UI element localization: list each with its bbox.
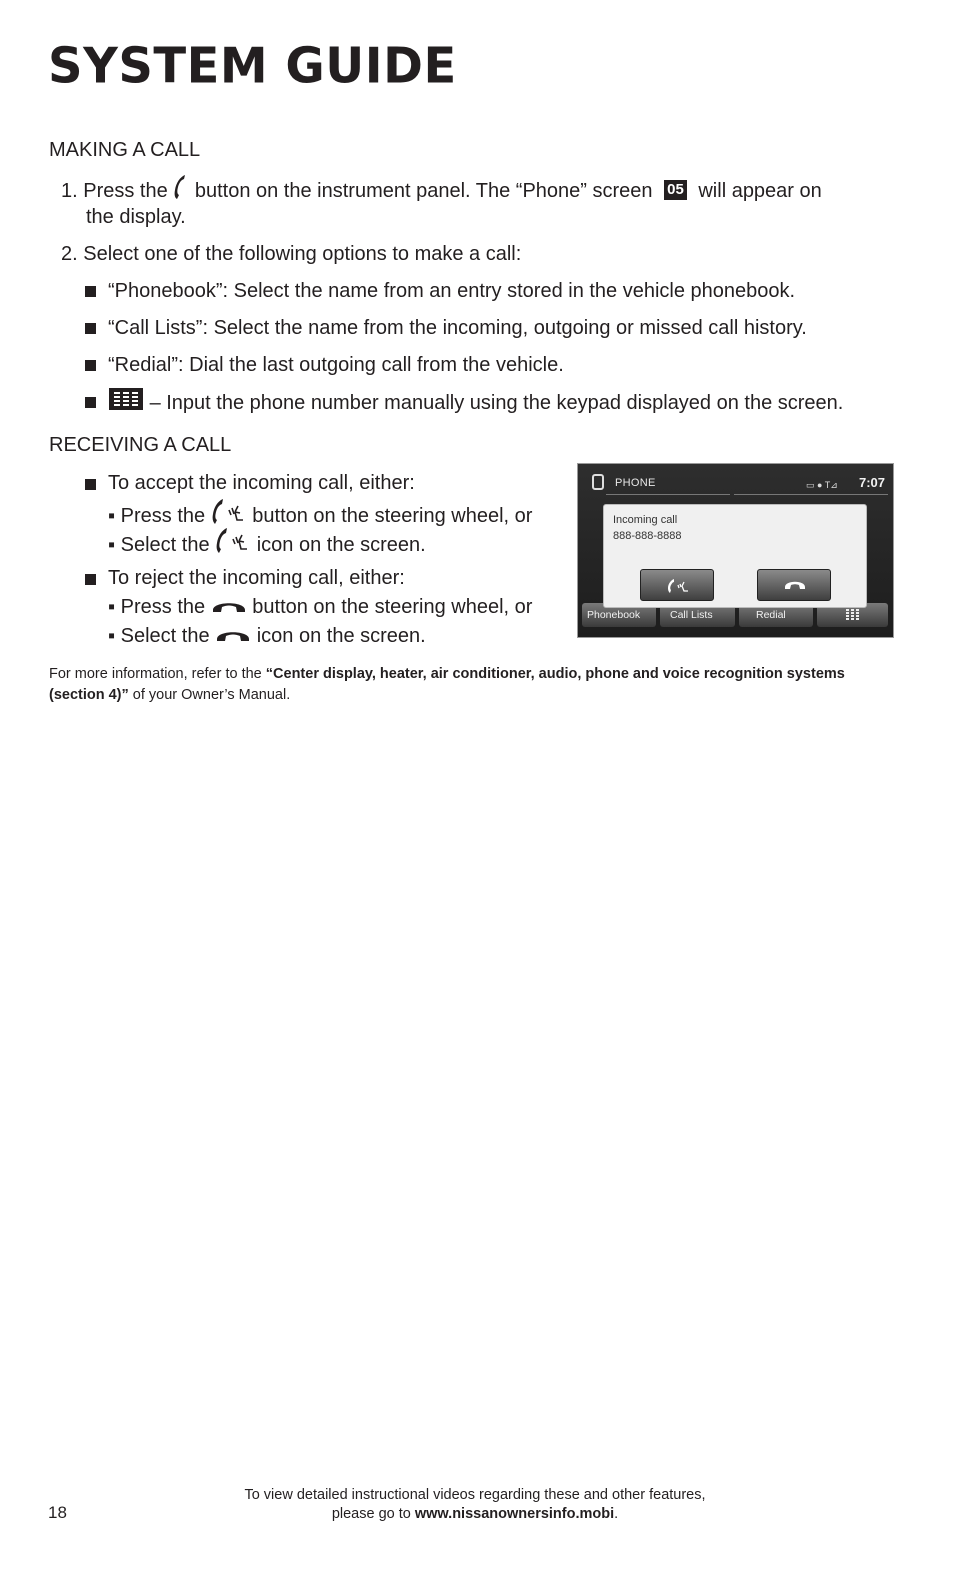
step-1-text-b: button on the instrument panel. The “Phone” screen	[194, 179, 653, 202]
hang-up-icon	[215, 622, 251, 651]
page-title: SYSTEM GUIDE	[48, 37, 457, 95]
phone-voice-icon	[667, 578, 689, 594]
accept-select-text-a: ▪ Select the	[108, 533, 210, 556]
bullet-square	[85, 286, 96, 297]
option-keypad	[108, 387, 843, 420]
signal-battery-icon: ▭ ● T⊿	[806, 480, 838, 490]
making-call-heading: MAKING A CALL	[49, 139, 201, 161]
receiving-call-heading: RECEIVING A CALL	[49, 434, 232, 456]
bullet-square	[85, 323, 96, 334]
note-manual-section: “Center display, heater, air conditioner, audio, phone and voice recognition systems (section 4)”	[49, 666, 845, 703]
accept-press-text-b: button on the steering wheel, or	[252, 504, 533, 527]
bullet-square	[85, 360, 96, 371]
note-prefix: For more information, refer to the	[49, 666, 266, 682]
reject-select-line	[108, 622, 426, 651]
accept-select-text-b: icon on the screen.	[256, 533, 426, 556]
reject-select-text-a: ▪ Select the	[108, 625, 210, 647]
divider	[734, 494, 888, 495]
phone-voice-icon	[215, 527, 251, 564]
footer-line-2	[180, 1505, 770, 1524]
option-call-lists: “Call Lists”: Select the name from the incoming, outgoing or missed call history.	[108, 317, 807, 339]
step-1-continued: the display.	[86, 206, 186, 228]
bullet-square	[85, 397, 96, 408]
bullet-square	[85, 479, 96, 490]
reject-press-text-b: button on the steering wheel, or	[252, 596, 533, 618]
tab-phonebook-label: Phonebook	[587, 609, 641, 621]
reject-select-text-b: icon on the screen.	[256, 625, 426, 647]
reject-press-text-a: ▪ Press the	[108, 596, 206, 618]
hang-up-icon	[211, 593, 247, 622]
option-phonebook: “Phonebook”: Select the name from an entry stored in the vehicle phonebook.	[108, 280, 796, 302]
accept-call-button[interactable]	[640, 569, 714, 601]
reject-intro: To reject the incoming call, either:	[108, 567, 405, 589]
keypad-icon	[846, 609, 860, 621]
phone-screen-time: 7:07	[858, 475, 885, 490]
incoming-call-label: Incoming call	[613, 514, 678, 526]
reject-press-line	[108, 593, 532, 622]
page-number: 18	[48, 1503, 67, 1522]
incoming-call-popup	[603, 504, 867, 608]
bullet-square	[85, 574, 96, 585]
step-1-text-c: will appear on	[698, 179, 822, 202]
hang-up-icon	[784, 578, 806, 590]
option-redial: “Redial”: Dial the last outgoing call from the vehicle.	[108, 354, 564, 376]
reference-note	[49, 664, 879, 706]
tab-call-lists-label: Call Lists	[670, 609, 713, 621]
keypad-icon	[108, 387, 144, 420]
footer-url-link[interactable]: www.nissanownersinfo.mobi	[414, 1506, 615, 1522]
footer	[180, 1486, 770, 1524]
footer-prefix: please go to	[331, 1506, 415, 1522]
incoming-call-number: 888-888-8888	[613, 530, 682, 542]
step-2: 2. Select one of the following options to make a call:	[61, 243, 522, 265]
divider	[606, 494, 730, 495]
phone-screen-header	[578, 464, 893, 494]
reject-call-button[interactable]	[757, 569, 831, 601]
footer-suffix: .	[614, 1506, 619, 1522]
mobile-phone-icon	[592, 474, 604, 490]
accept-select-line	[108, 527, 426, 564]
option-keypad-text: – Input the phone number manually using the keypad displayed on the screen.	[149, 391, 844, 414]
step-1-text-a: 1. Press the	[61, 179, 168, 202]
tab-redial-label: Redial	[756, 609, 786, 621]
footer-line-1: To view detailed instructional videos regarding these and other features,	[244, 1487, 706, 1503]
phone-screen-image	[577, 463, 894, 638]
phone-screen-title: PHONE	[615, 477, 656, 489]
screen-ref-badge: 05	[664, 180, 687, 200]
accept-press-text-a: ▪ Press the	[108, 504, 206, 527]
note-suffix: of your Owner’s Manual.	[128, 687, 291, 703]
accept-intro: To accept the incoming call, either:	[108, 472, 415, 494]
